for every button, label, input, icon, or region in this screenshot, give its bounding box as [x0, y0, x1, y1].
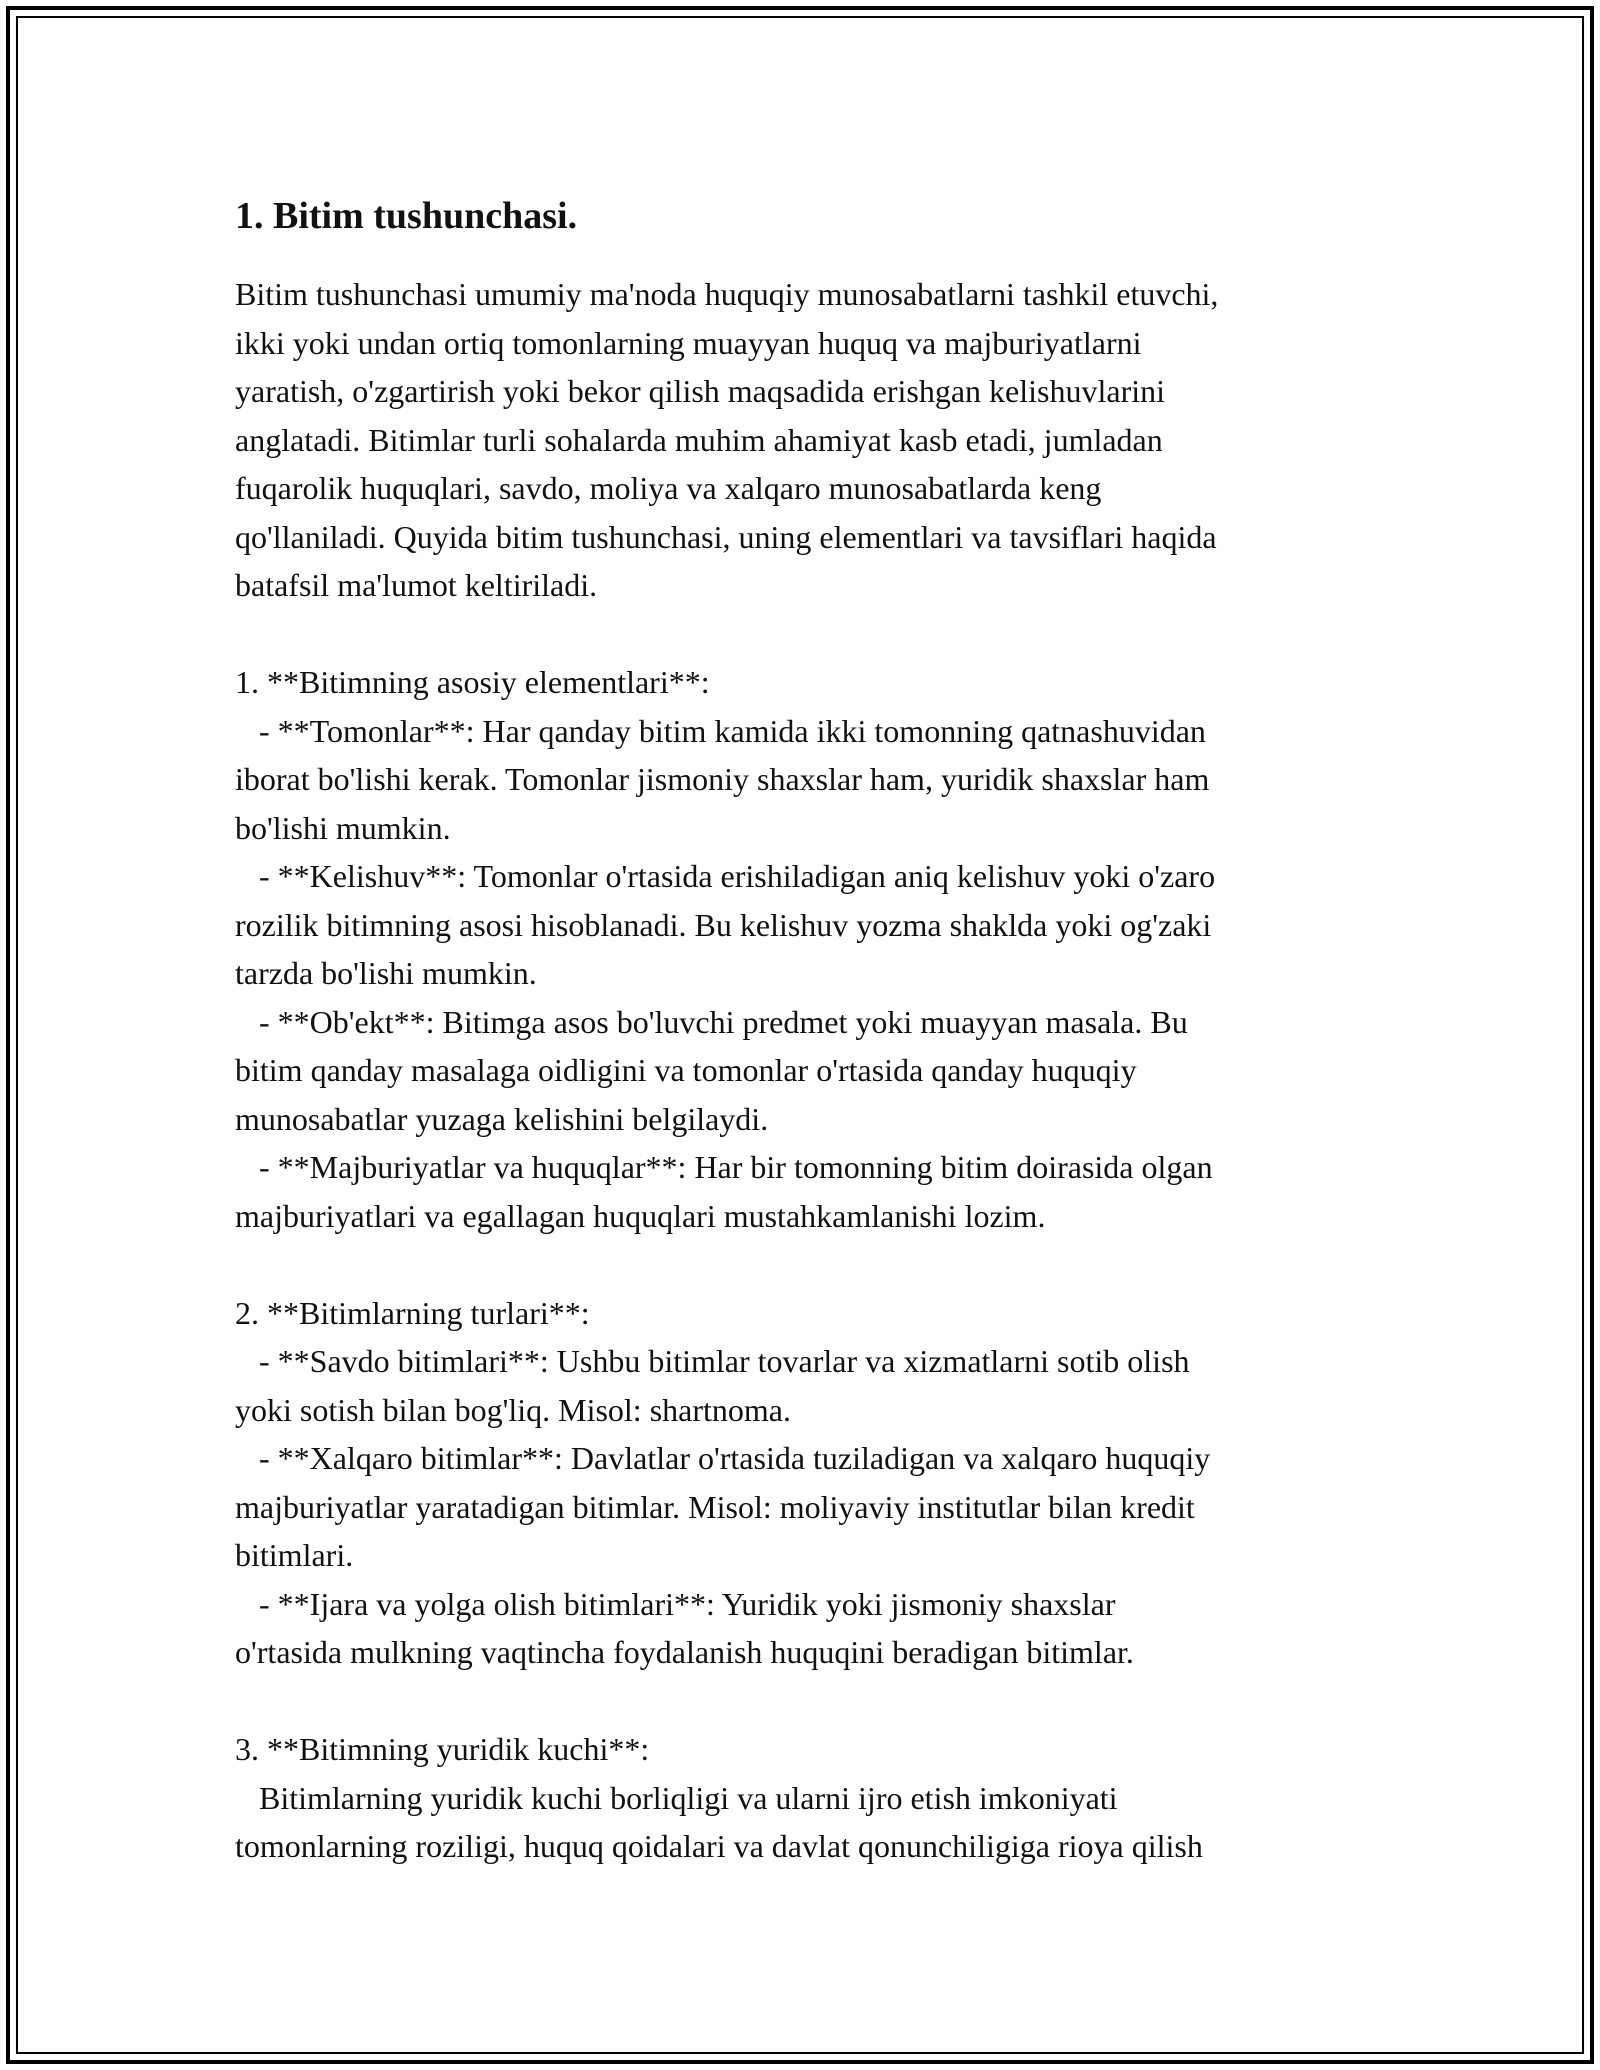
text-line: yoki sotish bilan bog'liq. Misol: shartnoma.	[235, 1391, 791, 1428]
intro-paragraph	[235, 270, 1385, 610]
text-line: - **Ob'ekt**: Bitimga asos bo'luvchi predmet yoki muayyan masala. Bu	[235, 1003, 1188, 1040]
text-line: iborat bo'lishi kerak. Tomonlar jismoniy shaxslar ham, yuridik shaxslar ham	[235, 761, 1210, 797]
text-line: batafsil ma'lumot keltiriladi.	[235, 567, 598, 603]
text-line: bitimlari.	[235, 1537, 354, 1573]
text-line: ikki yoki undan ortiq tomonlarning muayyan huquq va majburiyatlarni	[235, 324, 1142, 361]
list-section-types	[235, 1289, 1385, 1677]
blank-line	[235, 1240, 1385, 1289]
list-heading: 3. **Bitimning yuridik kuchi**:	[235, 1731, 650, 1767]
text-line: fuqarolik huquqlari, savdo, moliya va xalqaro munosabatlarda keng	[235, 470, 1102, 506]
list-section-elements	[235, 658, 1385, 1240]
text-line: - **Tomonlar**: Har qanday bitim kamida ikki tomonning qatnashuvidan	[235, 712, 1206, 749]
section-title: 1. Bitim tushunchasi.	[235, 195, 578, 237]
text-line: - **Majburiyatlar va huquqlar**: Har bir tomonning bitim doirasida olgan	[235, 1149, 1213, 1185]
list-heading: 1. **Bitimning asosiy elementlari**:	[235, 664, 710, 700]
text-line: tarzda bo'lishi mumkin.	[235, 955, 537, 991]
list-heading: 2. **Bitimlarning turlari**:	[235, 1294, 590, 1331]
document-body	[235, 188, 1385, 1871]
text-line: - **Ijara va yolga olish bitimlari**: Yuridik yoki jismoniy shaxslar	[235, 1585, 1116, 1622]
text-line: munosabatlar yuzaga kelishini belgilaydi.	[235, 1100, 769, 1137]
text-line: yaratish, o'zgartirish yoki bekor qilish maqsadida erishgan kelishuvlarini	[235, 373, 1165, 409]
text-line: - **Savdo bitimlari**: Ushbu bitimlar tovarlar va xizmatlarni sotib olish	[235, 1343, 1190, 1379]
text-line: bo'lishi mumkin.	[235, 809, 451, 846]
text-line: Bitim tushunchasi umumiy ma'noda huquqiy munosabatlarni tashkil etuvchi,	[235, 276, 1219, 312]
text-line: qo'llaniladi. Quyida bitim tushunchasi, uning elementlari va tavsiflari haqida	[235, 518, 1217, 555]
blank-line	[235, 1677, 1385, 1726]
text-line: tomonlarning roziligi, huquq qoidalari va davlat qonunchiligiga rioya qilish	[235, 1828, 1203, 1864]
text-line: o'rtasida mulkning vaqtincha foydalanish huquqini beradigan bitimlar.	[235, 1634, 1134, 1670]
text-line: anglatadi. Bitimlar turli sohalarda muhim ahamiyat kasb etadi, jumladan	[235, 421, 1163, 458]
text-line: bitim qanday masalaga oidligini va tomonlar o'rtasida qanday huquqiy	[235, 1052, 1137, 1088]
text-line: Bitimlarning yuridik kuchi borliqligi va ularni ijro etish imkoniyati	[235, 1779, 1118, 1816]
text-line: rozilik bitimning asosi hisoblanadi. Bu kelishuv yozma shaklda yoki og'zaki	[235, 906, 1212, 943]
text-line: majburiyatlari va egallagan huquqlari mustahkamlanishi lozim.	[235, 1197, 1046, 1234]
list-section-legal-force	[235, 1725, 1385, 1871]
blank-line	[235, 610, 1385, 659]
text-line: - **Xalqaro bitimlar**: Davlatlar o'rtasida tuziladigan va xalqaro huquqiy	[235, 1440, 1211, 1476]
text-line: - **Kelishuv**: Tomonlar o'rtasida erishiladigan aniq kelishuv yoki o'zaro	[235, 858, 1216, 894]
text-line: majburiyatlar yaratadigan bitimlar. Misol: moliyaviy institutlar bilan kredit	[235, 1488, 1195, 1525]
